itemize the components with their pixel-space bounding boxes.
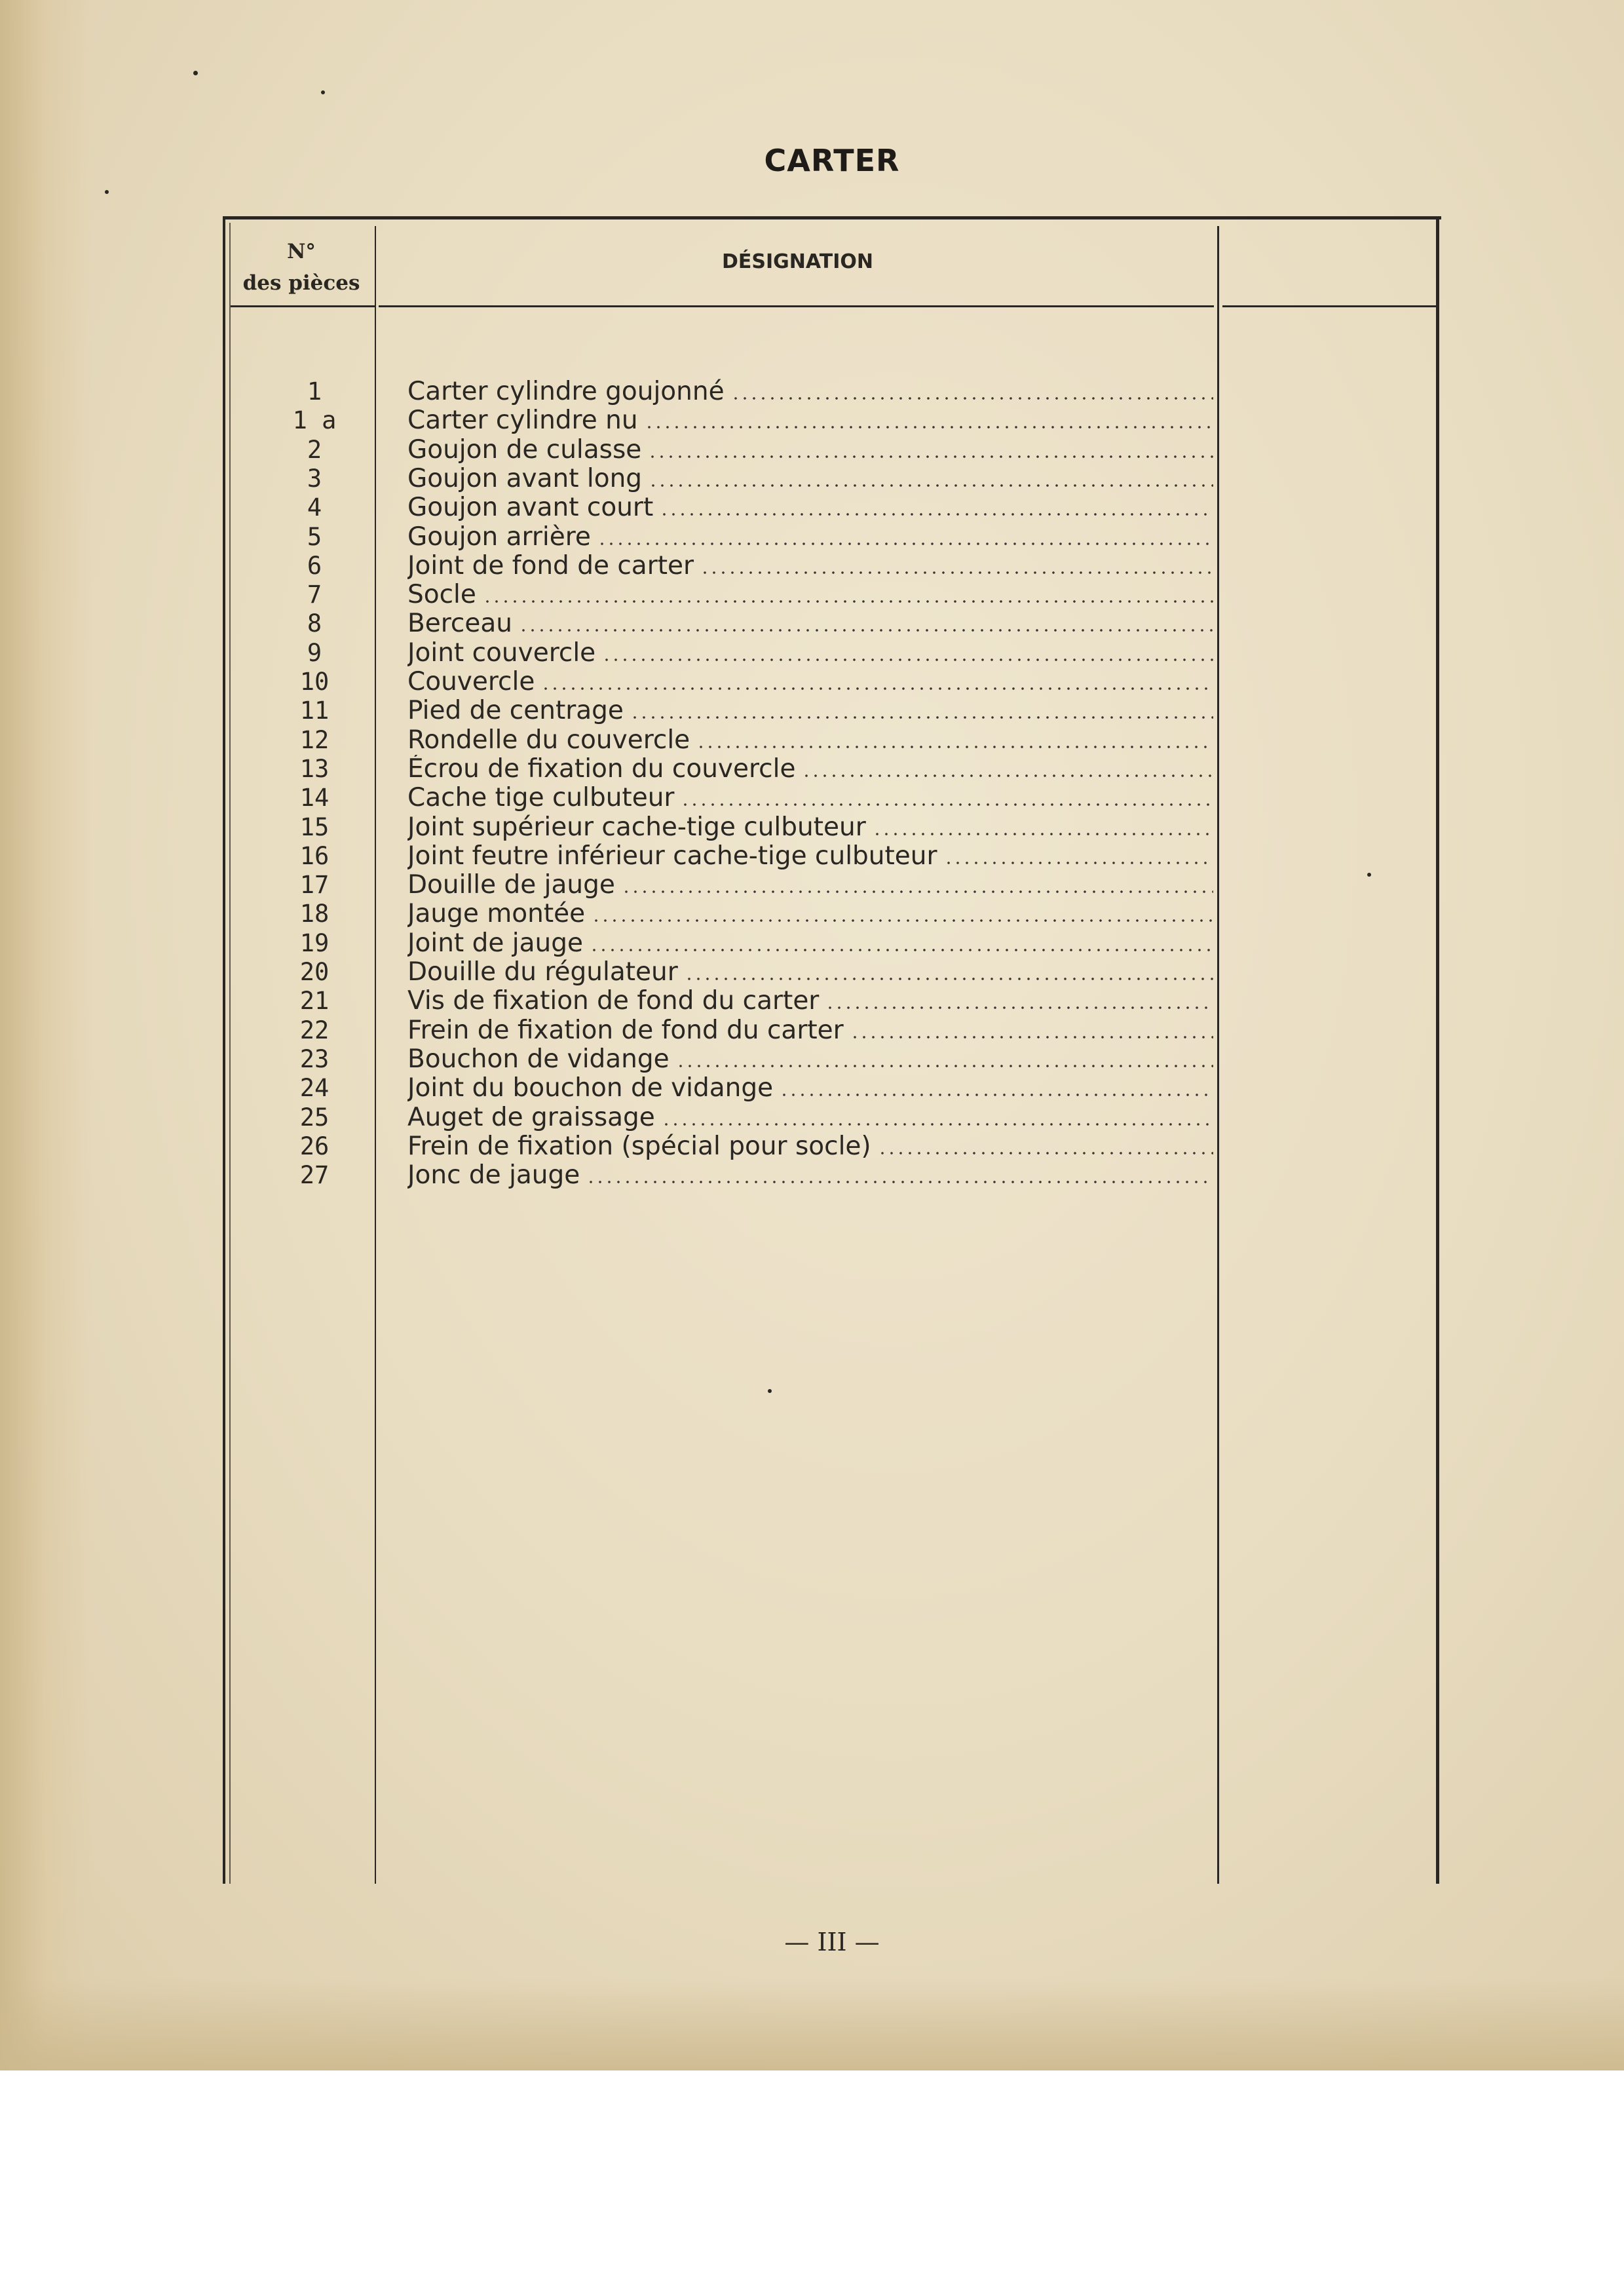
dot-leader xyxy=(780,1092,1213,1097)
list-item xyxy=(0,755,1624,784)
part-label: Frein de fixation (spécial pour socle) xyxy=(407,1132,871,1161)
part-label: Goujon avant court xyxy=(407,493,654,523)
dot-leader xyxy=(483,599,1213,604)
paper-speck xyxy=(321,90,325,94)
part-designation xyxy=(407,958,1213,987)
part-number: 27 xyxy=(299,1161,330,1190)
part-designation xyxy=(407,668,1213,696)
part-number: 1 a xyxy=(292,406,337,435)
list-item xyxy=(0,1074,1624,1103)
table-top-border xyxy=(223,216,1441,219)
dot-leader xyxy=(592,918,1213,923)
dot-leader xyxy=(630,715,1213,720)
dot-leader xyxy=(685,976,1213,982)
part-number: 22 xyxy=(299,1016,330,1044)
part-designation xyxy=(407,987,1213,1016)
part-label: Écrou de fixation du couvercle xyxy=(407,754,796,784)
list-item xyxy=(0,958,1624,987)
part-label: Vis de fixation de fond du carter xyxy=(407,987,820,1016)
dot-leader xyxy=(645,425,1213,430)
dot-leader xyxy=(850,1035,1213,1040)
part-number: 26 xyxy=(299,1132,330,1160)
list-item xyxy=(0,523,1624,552)
part-label: Carter cylindre goujonné xyxy=(407,377,725,406)
dot-leader xyxy=(696,744,1213,750)
dot-leader xyxy=(873,831,1213,837)
dot-leader xyxy=(597,541,1213,546)
part-number: 19 xyxy=(299,928,330,957)
dot-leader xyxy=(660,512,1213,517)
part-label: Bouchon de vidange xyxy=(407,1044,670,1074)
dot-leader xyxy=(878,1151,1213,1156)
dot-leader xyxy=(681,802,1213,807)
list-item xyxy=(0,1016,1624,1045)
list-item xyxy=(0,668,1624,696)
part-label: Couvercle xyxy=(407,668,535,696)
part-number: 6 xyxy=(307,551,322,580)
part-designation xyxy=(407,726,1213,755)
part-label: Pied de centrage xyxy=(407,696,624,726)
list-item xyxy=(0,552,1624,581)
part-number: 25 xyxy=(299,1103,330,1132)
part-designation xyxy=(407,929,1213,958)
list-item xyxy=(0,639,1624,668)
part-number: 1 xyxy=(307,377,322,406)
part-number: 9 xyxy=(307,638,322,667)
part-label: Joint couvercle xyxy=(407,638,596,668)
dot-leader xyxy=(648,454,1213,459)
part-number: 13 xyxy=(299,754,330,783)
dot-leader xyxy=(802,773,1213,778)
dot-leader xyxy=(586,1179,1213,1185)
part-number: 16 xyxy=(299,841,330,870)
list-item xyxy=(0,609,1624,638)
part-designation xyxy=(407,377,1213,406)
part-designation xyxy=(407,842,1213,871)
list-item xyxy=(0,987,1624,1016)
list-item xyxy=(0,1132,1624,1161)
list-item xyxy=(0,900,1624,928)
part-number: 11 xyxy=(299,696,330,725)
dot-leader xyxy=(731,396,1213,401)
part-number: 4 xyxy=(307,493,322,522)
part-label: Rondelle du couvercle xyxy=(407,725,690,755)
part-label: Joint supérieur cache-tige culbuteur xyxy=(407,812,866,842)
part-number: 3 xyxy=(307,464,322,493)
part-label: Douille de jauge xyxy=(407,871,615,900)
paper-speck xyxy=(768,1389,772,1393)
part-designation xyxy=(407,581,1213,609)
part-designation xyxy=(407,639,1213,668)
list-item xyxy=(0,581,1624,609)
part-number: 15 xyxy=(299,812,330,841)
part-number: 18 xyxy=(299,900,330,928)
part-designation xyxy=(407,1132,1213,1161)
part-number: 5 xyxy=(307,522,322,551)
list-item xyxy=(0,726,1624,755)
part-label: Joint de jauge xyxy=(407,928,583,958)
part-number: 8 xyxy=(307,609,322,638)
part-number: 2 xyxy=(307,435,322,464)
list-item xyxy=(0,465,1624,493)
part-designation xyxy=(407,784,1213,812)
dot-leader xyxy=(662,1122,1213,1127)
part-designation xyxy=(407,523,1213,552)
list-item xyxy=(0,871,1624,900)
part-label: Joint de fond de carter xyxy=(407,551,694,581)
list-item xyxy=(0,1045,1624,1074)
part-designation xyxy=(407,1045,1213,1074)
part-number: 21 xyxy=(299,987,330,1016)
part-number: 24 xyxy=(299,1074,330,1103)
header-rule-left xyxy=(231,305,375,307)
part-label: Auget de graissage xyxy=(407,1103,655,1132)
part-label: Frein de fixation de fond du carter xyxy=(407,1016,844,1045)
part-number: 7 xyxy=(307,581,322,609)
part-designation xyxy=(407,1016,1213,1045)
column-header-number xyxy=(236,236,367,299)
part-label: Joint feutre inférieur cache-tige culbuteur xyxy=(407,841,937,871)
list-item xyxy=(0,929,1624,958)
list-item xyxy=(0,813,1624,842)
page-title: CARTER xyxy=(764,143,900,178)
header-rule-right xyxy=(1222,305,1436,307)
part-designation xyxy=(407,871,1213,900)
list-item xyxy=(0,784,1624,812)
part-label: Berceau xyxy=(407,609,512,639)
part-label: Carter cylindre nu xyxy=(407,406,638,436)
part-designation xyxy=(407,755,1213,784)
part-designation xyxy=(407,1074,1213,1103)
paper-speck xyxy=(1367,873,1371,877)
dot-leader xyxy=(541,686,1213,691)
list-item xyxy=(0,406,1624,435)
part-designation xyxy=(407,813,1213,842)
paper-speck xyxy=(105,190,109,194)
list-item xyxy=(0,842,1624,871)
dot-leader xyxy=(944,860,1213,866)
part-number: 17 xyxy=(299,871,330,900)
part-label: Socle xyxy=(407,581,476,610)
dot-leader xyxy=(649,483,1213,488)
part-designation xyxy=(407,609,1213,638)
dot-leader xyxy=(825,1005,1213,1010)
part-label: Douille du régulateur xyxy=(407,958,678,987)
page-number: — III — xyxy=(784,1928,880,1956)
paper-speck xyxy=(193,71,198,75)
list-item xyxy=(0,1103,1624,1132)
part-number: 12 xyxy=(299,725,330,754)
paper-bottom-edge xyxy=(0,1979,1624,2070)
dot-leader xyxy=(676,1063,1213,1069)
column-header-number-line1: N° xyxy=(287,240,316,263)
part-designation xyxy=(407,1103,1213,1132)
part-label: Joint du bouchon de vidange xyxy=(407,1074,774,1103)
list-item xyxy=(0,1161,1624,1190)
list-item xyxy=(0,493,1624,522)
part-designation xyxy=(407,406,1213,435)
part-designation xyxy=(407,493,1213,522)
part-label: Cache tige culbuteur xyxy=(407,784,675,813)
list-item xyxy=(0,377,1624,406)
part-number: 23 xyxy=(299,1044,330,1073)
column-header-number-line2: des pièces xyxy=(242,271,360,295)
list-item xyxy=(0,436,1624,465)
header-rule-middle xyxy=(379,305,1214,307)
part-label: Goujon avant long xyxy=(407,464,643,493)
list-item xyxy=(0,696,1624,725)
dot-leader xyxy=(622,889,1213,894)
dot-leader xyxy=(590,947,1213,953)
part-designation xyxy=(407,696,1213,725)
part-number: 20 xyxy=(299,958,330,986)
part-label: Goujon de culasse xyxy=(407,435,642,465)
dot-leader xyxy=(602,657,1213,662)
column-header-designation: DÉSIGNATION xyxy=(721,250,874,273)
part-designation xyxy=(407,900,1213,928)
part-designation xyxy=(407,552,1213,581)
part-label: Jonc de jauge xyxy=(407,1161,580,1191)
part-number: 10 xyxy=(299,668,330,696)
dot-leader xyxy=(700,570,1213,575)
dot-leader xyxy=(519,628,1213,633)
part-label: Jauge montée xyxy=(407,900,586,929)
part-label: Goujon arrière xyxy=(407,522,591,552)
part-designation xyxy=(407,436,1213,465)
part-designation xyxy=(407,1161,1213,1190)
part-number: 14 xyxy=(299,784,330,812)
part-designation xyxy=(407,465,1213,493)
